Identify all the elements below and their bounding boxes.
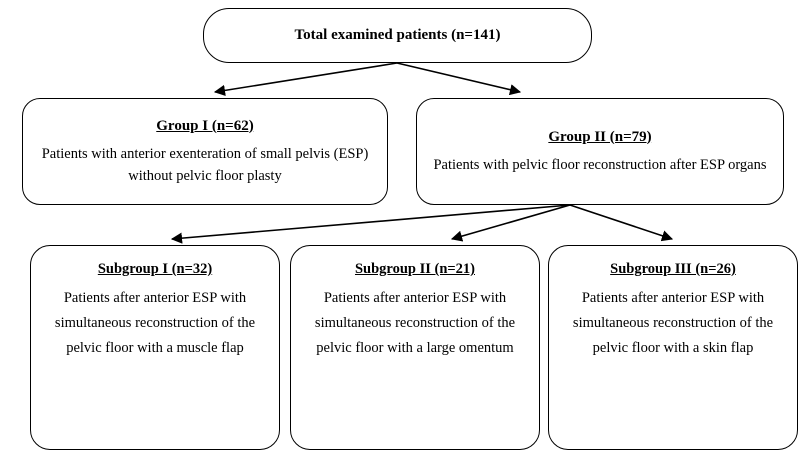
edge-group2-subgroup3 (570, 205, 672, 239)
node-subgroup-1-title: Subgroup I (n=32) (97, 261, 213, 277)
node-subgroup-1-body: Patients after anterior ESP with simultaneous reconstruction of the pelvic floor with a muscle flap (54, 289, 256, 357)
node-group-1-title: Group I (n=62) (156, 117, 254, 134)
node-total-patients-label: Total examined patients (n=141) (294, 27, 501, 44)
node-total-patients (203, 8, 592, 63)
edge-root-group1 (215, 63, 397, 92)
edge-root-group2 (397, 63, 520, 92)
node-group-2-body: Patients with pelvic floor reconstruction after ESP organs (433, 156, 767, 173)
node-group-2-title: Group II (n=79) (548, 128, 652, 145)
node-group-1 (22, 98, 388, 205)
node-subgroup-3-body: Patients after anterior ESP with simultaneous reconstruction of the pelvic floor with a skin flap (572, 289, 774, 357)
node-subgroup-2 (290, 245, 540, 450)
node-subgroup-2-title: Subgroup II (n=21) (354, 261, 475, 277)
node-subgroup-3 (548, 245, 798, 450)
node-group-1-body: Patients with anterior exenteration of small pelvis (ESP) without pelvic floor plasty (41, 145, 369, 184)
node-group-2 (416, 98, 784, 205)
node-subgroup-1 (30, 245, 280, 450)
node-subgroup-3-title: Subgroup III (n=26) (610, 261, 736, 277)
node-subgroup-2-body: Patients after anterior ESP with simultaneous reconstruction of the pelvic floor with a large omentum (314, 289, 516, 357)
